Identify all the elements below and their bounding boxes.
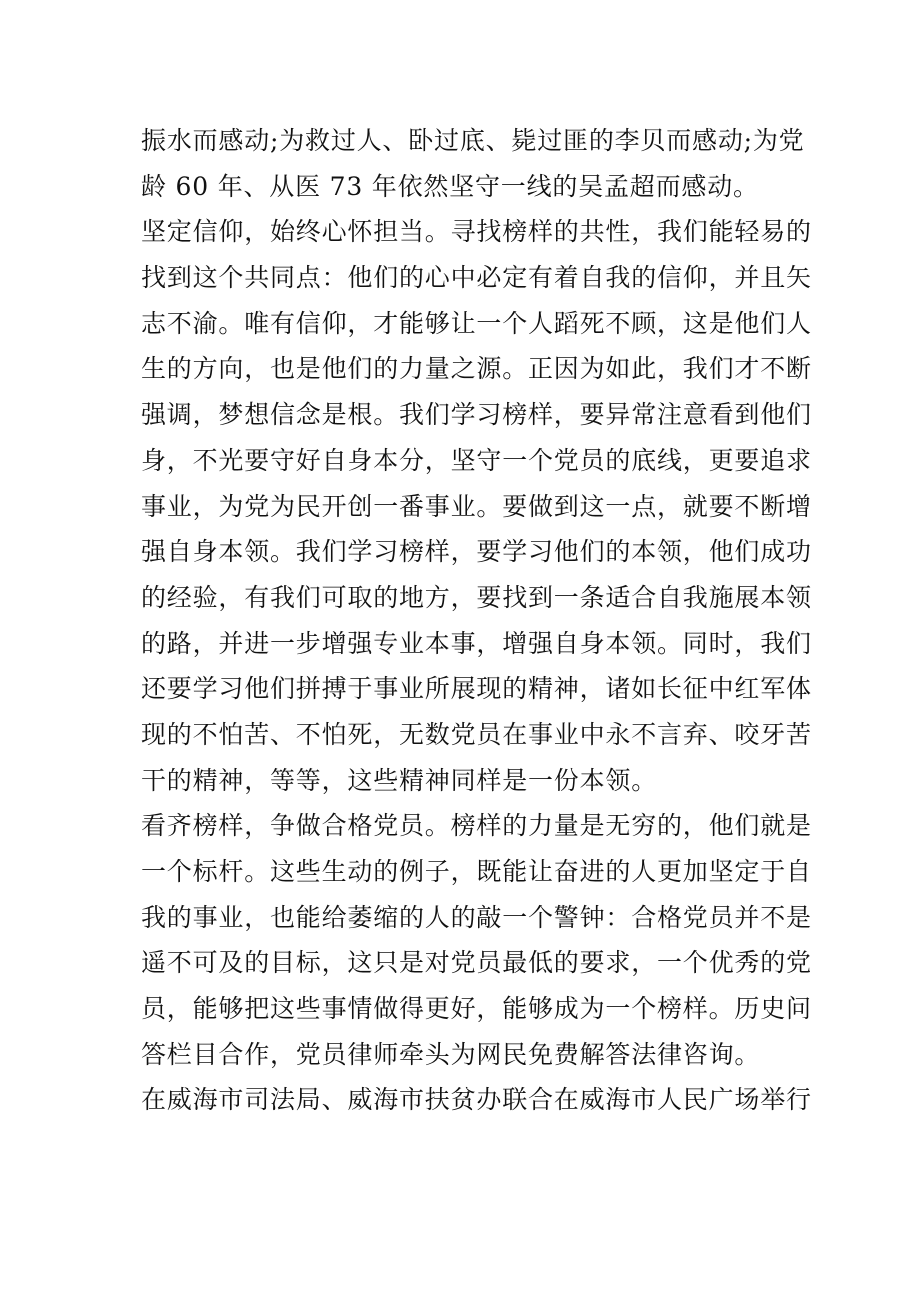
text-line: 一个标杆。这些生动的例子，既能让奋进的人更加坚定于自 [141,857,812,886]
text-line: 强调，梦想信念是根。我们学习榜样，要异常注意看到他们 [141,400,812,430]
text-line: 找到这个共同点：他们的心中必定有着自我的信仰，并且矢 [141,263,812,293]
text-line: 在威海市司法局、威海市扶贫办联合在威海市人民广场举行 [141,1085,812,1115]
text-line: 的路，并进一步增强专业本事，增强自身本领。同时，我们 [141,628,812,658]
text-line: 看齐榜样，争做合格党员。榜样的力量是无穷的，他们就是 [141,811,812,841]
text-line: 我的事业，也能给萎缩的人的敲一个警钟：合格党员并不是 [141,902,812,932]
text-line: 强自身本领。我们学习榜样，要学习他们的本领，他们成功 [141,537,812,567]
text-line: 身，不光要守好自身本分，坚守一个党员的底线，更要追求 [141,445,812,475]
text-line: 志不渝。唯有信仰，才能够让一个人蹈死不顾，这是他们人 [141,308,812,338]
text-line: 遥不可及的目标，这只是对党员最低的要求，一个优秀的党 [141,948,812,978]
text-line: 生的方向，也是他们的力量之源。正因为如此，我们才不断 [141,354,812,384]
text-line: 的经验，有我们可取的地方，要找到一条适合自我施展本领 [141,582,812,612]
text-line: 员，能够把这些事情做得更好，能够成为一个榜样。历史问 [141,994,812,1024]
text-line: 坚定信仰，始终心怀担当。寻找榜样的共性，我们能轻易的 [141,217,812,247]
text-line: 龄 60 年、从医 73 年依然坚守一线的吴孟超而感动。 [141,171,759,201]
text-line: 还要学习他们拼搏于事业所展现的精神，诸如长征中红军体 [141,674,812,704]
text-line: 振水而感动;为救过人、卧过底、毙过匪的李贝而感动;为党 [141,126,805,155]
body-text [141,118,812,1123]
text-line: 事业，为党为民开创一番事业。要做到这一点，就要不断增 [141,491,812,521]
text-line: 答栏目合作，党员律师牵头为网民免费解答法律咨询。 [141,1039,761,1069]
text-line: 干的精神，等等，这些精神同样是一份本领。 [141,765,658,795]
text-line: 现的不怕苦、不怕死，无数党员在事业中永不言弃、咬牙苦 [141,719,812,749]
